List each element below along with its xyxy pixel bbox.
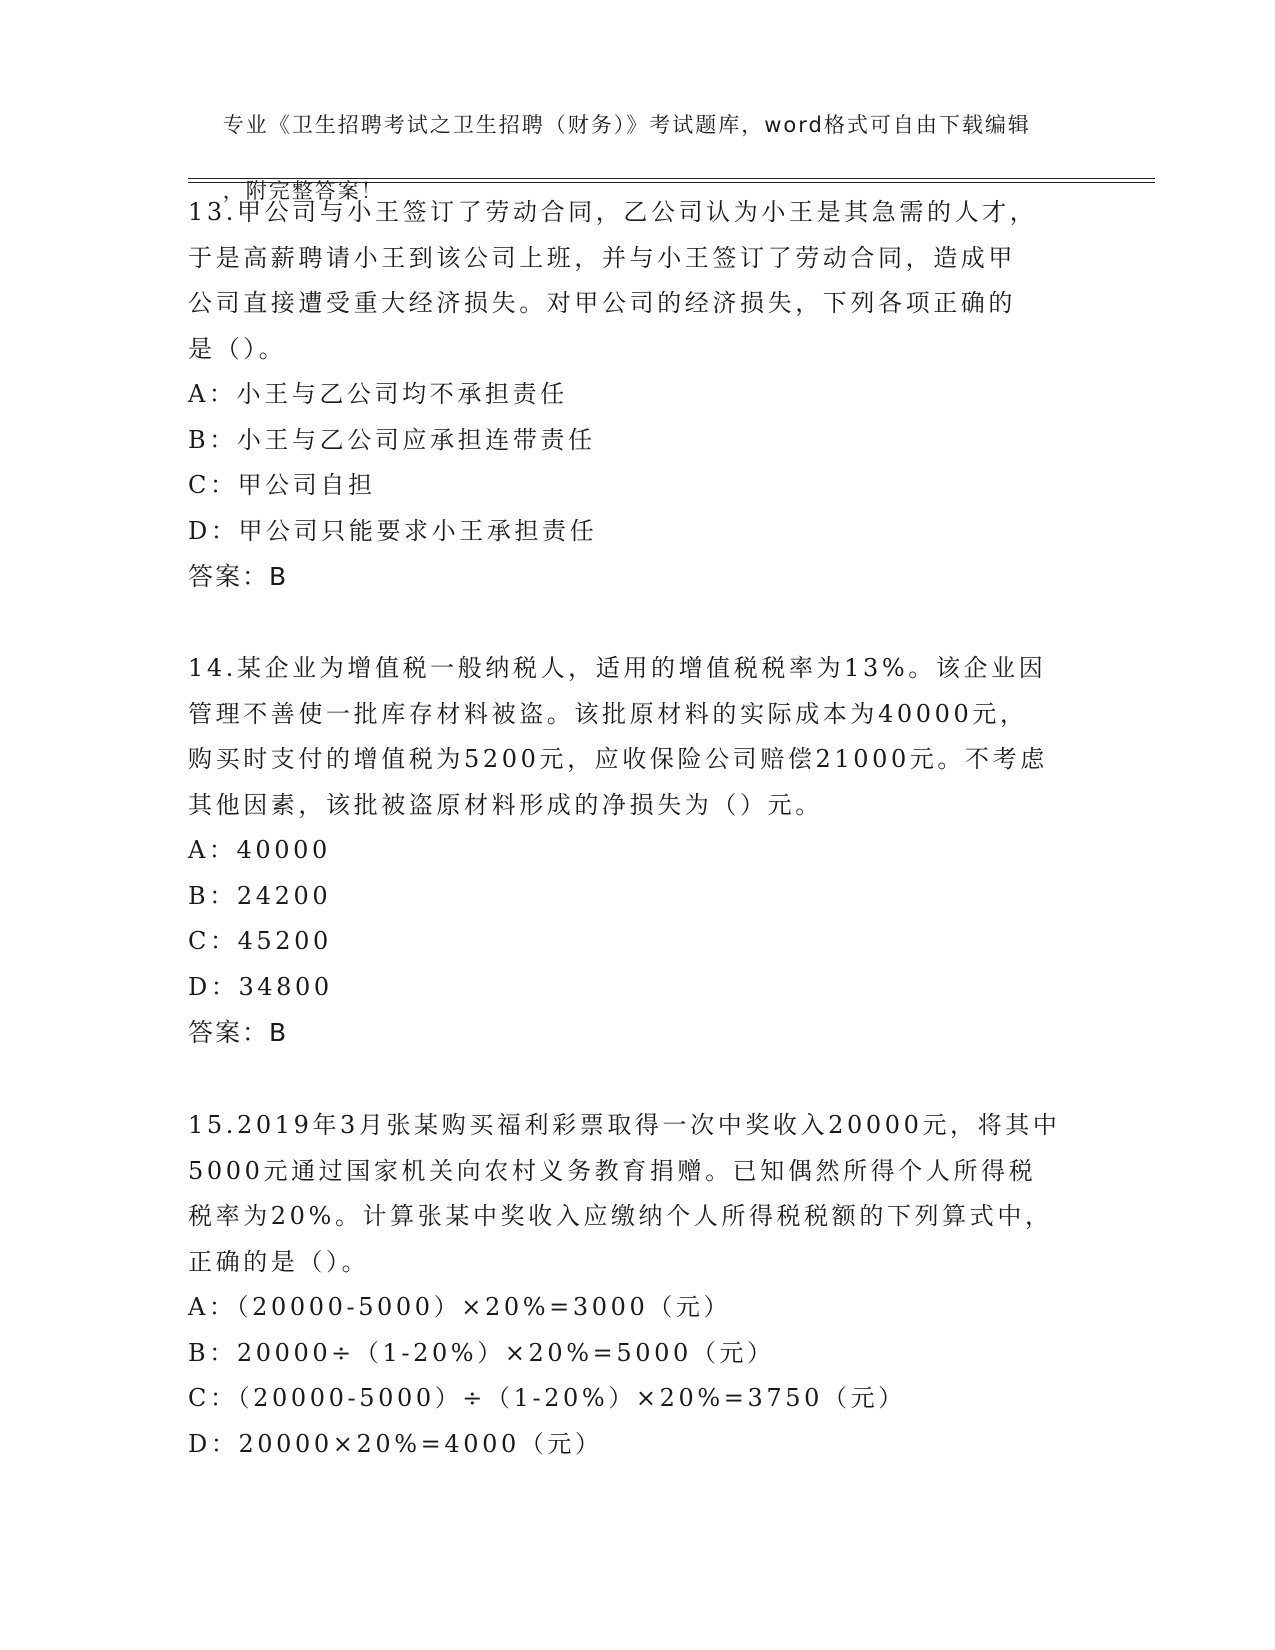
option-b: B：小王与乙公司应承担连带责任	[188, 425, 596, 454]
option-c: C：（20000-5000）÷（1-20%）×20%=3750（元）	[188, 1384, 906, 1412]
question-stem	[188, 1103, 1088, 1285]
header-divider-top	[188, 178, 1155, 179]
answer-label: 答案：B	[188, 562, 289, 591]
stem-line: 公司直接遭受重大经济损失。对甲公司的经济损失，下列各项正确的	[188, 289, 1016, 317]
header-line-2: ，附完整答案！	[222, 179, 384, 203]
header-divider-bottom	[188, 182, 1155, 183]
option-d: D：34800	[188, 972, 333, 1001]
option-c: C：甲公司自担	[188, 471, 376, 499]
option-a: A：40000	[188, 836, 331, 864]
stem-line: 于是高薪聘请小王到该公司上班，并与小王签订了劳动合同，造成甲	[188, 243, 1016, 272]
option-c: C：45200	[188, 927, 332, 955]
header-line-1: 专业《卫生招聘考试之卫生招聘（财务）》考试题库，word格式可自由下载编辑	[222, 113, 1031, 137]
answer-label: 答案：B	[188, 1018, 289, 1047]
stem-line: 15.2019年3月张某购买福利彩票取得一次中奖收入20000元，将其中	[188, 1111, 1061, 1139]
option-d: D：20000×20%=4000（元）	[188, 1429, 603, 1458]
option-d: D：甲公司只能要求小王承担责任	[188, 516, 598, 545]
stem-line: 是（）。	[188, 334, 287, 363]
question-stem	[188, 190, 1088, 372]
question-stem	[188, 646, 1088, 828]
question-13	[188, 190, 1088, 600]
stem-line: 管理不善使一批库存材料被盗。该批原材料的实际成本为40000元，	[188, 699, 1028, 728]
option-a: A：（20000-5000）×20%=3000（元）	[188, 1293, 732, 1321]
option-a: A：小王与乙公司均不承担责任	[188, 380, 568, 408]
stem-line: 正确的是（）。	[188, 1247, 370, 1276]
stem-line: 5000元通过国家机关向农村义务教育捐赠。已知偶然所得个人所得税	[188, 1156, 1037, 1185]
stem-line: 14.某企业为增值税一般纳税人，适用的增值税税率为13%。该企业因	[188, 654, 1047, 682]
stem-line: 购买时支付的增值税为5200元，应收保险公司赔偿21000元。不考虑	[188, 745, 1048, 773]
stem-line: 其他因素，该批被盗原材料形成的净损失为（）元。	[188, 790, 823, 819]
option-b: B：20000÷（1-20%）×20%=5000（元）	[188, 1338, 775, 1367]
question-15	[188, 1103, 1088, 1467]
stem-line: 13.甲公司与小王签订了劳动合同，乙公司认为小王是其急需的人才，	[188, 198, 1038, 226]
stem-line: 税率为20%。计算张某中奖收入应缴纳个人所得税税额的下列算式中，	[188, 1202, 1053, 1230]
question-14	[188, 646, 1088, 1056]
option-b: B：24200	[188, 881, 332, 910]
